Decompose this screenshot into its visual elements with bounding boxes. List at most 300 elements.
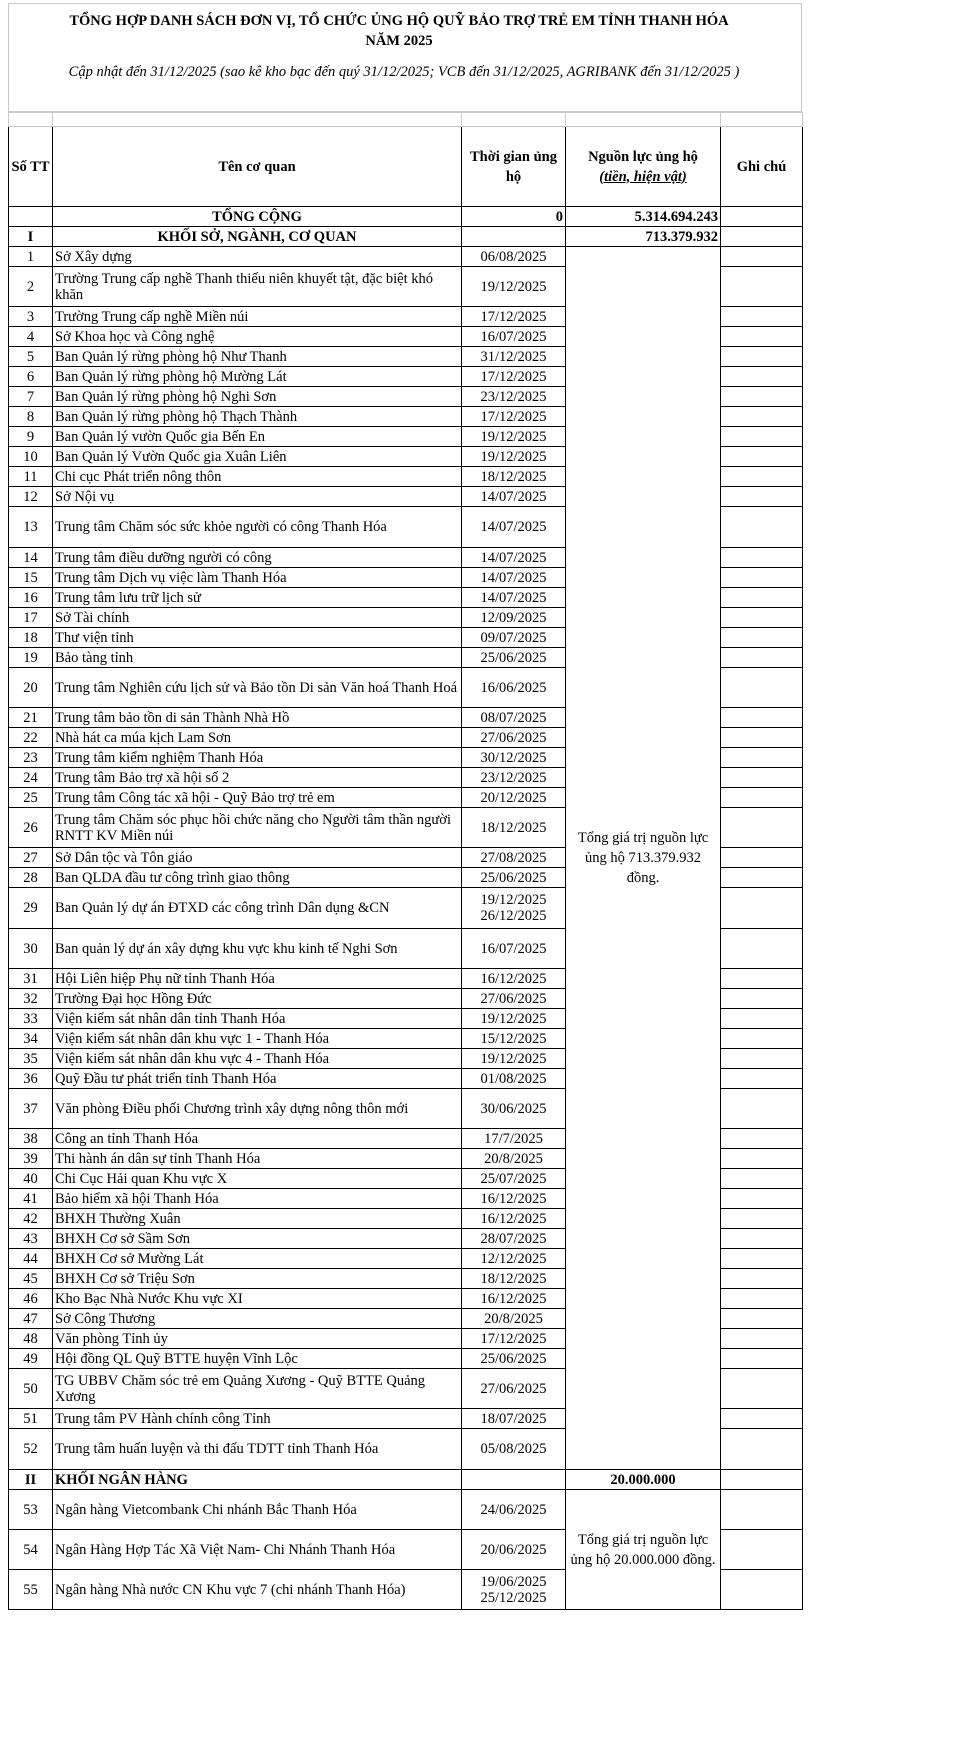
row-name: Trung tâm kiểm nghiệm Thanh Hóa [53,748,462,768]
row-date [462,1369,566,1409]
row-number: 50 [9,1369,53,1409]
row-note [721,1069,803,1089]
row-number: 6 [9,367,53,387]
row-name: Trường Trung cấp nghề Miền núi [53,307,462,327]
row-date [462,708,566,728]
row-date [462,347,566,367]
merged-resource-note: Tổng giá trị nguồn lực ủng hộ 713.379.932 đồng. [566,247,721,1470]
row-note [721,1429,803,1470]
row-note [721,788,803,808]
row-note [721,548,803,568]
header-resource-line1: Nguồn lực ủng hộ [588,148,698,165]
row-date [462,367,566,387]
row-number: 22 [9,728,53,748]
row-date [462,568,566,588]
row-note [721,407,803,427]
row-date-value: 17/7/2025 [484,1130,543,1147]
row-date [462,989,566,1009]
row-note [721,1189,803,1209]
row-date [462,327,566,347]
row-date-value: 20/12/2025 [480,789,547,806]
section-row [9,1470,803,1490]
row-number: 9 [9,427,53,447]
section-amount: 20.000.000 [566,1470,721,1490]
row-date [462,1429,566,1470]
row-number: 13 [9,507,53,548]
row-number: 25 [9,788,53,808]
row-date-value: 17/12/2025 [480,308,547,325]
row-name: Trường Trung cấp nghề Thanh thiếu niên khuyết tật, đặc biệt khó khăn [53,267,462,307]
row-number: 24 [9,768,53,788]
row-number: 23 [9,748,53,768]
row-name: Viện kiểm sát nhân dân khu vực 1 - Thanh Hóa [53,1029,462,1049]
row-note [721,568,803,588]
row-number: 31 [9,969,53,989]
row-date-value: 14/07/2025 [480,549,547,566]
row-date [462,467,566,487]
row-date [462,1409,566,1429]
row-number: 15 [9,568,53,588]
row-number: 36 [9,1069,53,1089]
row-name: Trung tâm bảo tồn di sản Thành Nhà Hồ [53,708,462,728]
row-number: 42 [9,1209,53,1229]
row-note [721,507,803,548]
row-date-value: 19/12/2025 [480,448,547,465]
total-time: 0 [462,207,566,227]
row-name: Văn phòng Điều phối Chương trình xây dựng nông thôn mới [53,1089,462,1129]
row-date-value: 16/06/2025 [480,679,547,696]
row-date-value: 31/12/2025 [480,348,547,365]
row-name: Trung tâm Nghiên cứu lịch sử và Bảo tồn Di sản Văn hoá Thanh Hoá [53,668,462,708]
row-note [721,929,803,969]
row-name: BHXH Cơ sở Sầm Sơn [53,1229,462,1249]
row-date-value-2: 26/12/2025 [480,908,547,924]
row-note [721,808,803,848]
row-date [462,507,566,548]
row-date [462,1129,566,1149]
page-subtitle: Cập nhật đến 31/12/2025 (sao kê kho bạc đến quý 31/12/2025; VCB đến 31/12/2025, AGRIBANK đến 31/12/2025 ) [68,64,740,80]
row-number: 11 [9,467,53,487]
total-label: TỔNG CỘNG [53,207,462,227]
row-date-value: 17/12/2025 [480,408,547,425]
row-name: Sở Xây dựng [53,247,462,267]
row-date [462,1089,566,1129]
row-date [462,648,566,668]
row-note [721,989,803,1009]
row-name: TG UBBV Chăm sóc trẻ em Quảng Xương - Quỹ BTTE Quảng Xương [53,1369,462,1409]
row-date-value: 25/06/2025 [480,869,547,886]
row-date-value: 24/06/2025 [480,1501,547,1518]
row-note [721,748,803,768]
donor-table [8,112,803,1610]
row-date-value: 27/06/2025 [480,990,547,1007]
row-name: Ban Quản lý rừng phòng hộ Nghi Sơn [53,387,462,407]
row-date-value: 19/12/2025 [480,278,547,295]
row-number: 12 [9,487,53,507]
row-number: 44 [9,1249,53,1269]
row-date [462,267,566,307]
row-name: Ngân hàng Vietcombank Chi nhánh Bắc Thanh Hóa [53,1490,462,1530]
section-label: KHỐI NGÂN HÀNG [53,1470,462,1490]
row-number: 43 [9,1229,53,1249]
row-name: Sở Khoa học và Công nghệ [53,327,462,347]
row-date [462,1009,566,1029]
row-date-value: 18/07/2025 [480,1410,547,1427]
row-number: 34 [9,1029,53,1049]
row-date [462,768,566,788]
row-date-value: 12/09/2025 [480,609,547,626]
row-name: Ban quản lý dự án xây dựng khu vực khu kinh tế Nghi Sơn [53,929,462,969]
row-date-value: 27/08/2025 [480,849,547,866]
row-name: Trung tâm lưu trữ lịch sử [53,588,462,608]
row-name: Trung tâm huấn luyện và thi đấu TDTT tỉnh Thanh Hóa [53,1429,462,1470]
row-number: 16 [9,588,53,608]
row-date-value: 16/12/2025 [480,1290,547,1307]
row-date-value: 30/12/2025 [480,749,547,766]
row-date [462,969,566,989]
row-number: 45 [9,1269,53,1289]
section-code: II [9,1470,53,1490]
header-time: Thời gian ủng hộ [462,127,566,207]
row-note [721,888,803,929]
row-note [721,1089,803,1129]
section-label: KHỐI SỞ, NGÀNH, CƠ QUAN [53,227,462,247]
row-name: Hội đồng QL Quỹ BTTE huyện Vĩnh Lộc [53,1349,462,1369]
row-name: Ban Quản lý rừng phòng hộ Mường Lát [53,367,462,387]
row-note [721,1289,803,1309]
row-date-value: 06/08/2025 [480,248,547,265]
row-note [721,367,803,387]
row-date-value: 27/06/2025 [480,729,547,746]
row-date [462,1069,566,1089]
row-number: 40 [9,1169,53,1189]
row-name: Trung tâm Chăm sóc sức khỏe người có công Thanh Hóa [53,507,462,548]
row-date [462,1349,566,1369]
row-number: 20 [9,668,53,708]
header-note: Ghi chú [721,127,803,207]
row-date-value: 19/12/2025 [480,1010,547,1027]
row-date-value: 25/06/2025 [480,649,547,666]
row-name: Ban Quản lý dự án ĐTXD các công trình Dân dụng &CN [53,888,462,929]
row-note [721,1309,803,1329]
row-number: 3 [9,307,53,327]
row-note [721,387,803,407]
row-note [721,447,803,467]
row-name: Nhà hát ca múa kịch Lam Sơn [53,728,462,748]
row-note [721,347,803,367]
row-name: Ban Quản lý Vườn Quốc gia Xuân Liên [53,447,462,467]
row-note [721,648,803,668]
row-number: 7 [9,387,53,407]
row-number: 35 [9,1049,53,1069]
row-number: 21 [9,708,53,728]
row-date-value: 28/07/2025 [480,1230,547,1247]
row-note [721,1409,803,1429]
row-number: 39 [9,1149,53,1169]
row-date-value: 18/12/2025 [480,819,547,836]
row-name: Sở Nội vụ [53,487,462,507]
row-number: 29 [9,888,53,929]
row-name: Trung tâm PV Hành chính công Tỉnh [53,1409,462,1429]
row-number: 37 [9,1089,53,1129]
row-date [462,1289,566,1309]
row-name: Ngân Hàng Hợp Tác Xã Việt Nam- Chi Nhánh Thanh Hóa [53,1530,462,1570]
row-date [462,1209,566,1229]
row-number: 46 [9,1289,53,1309]
row-date [462,1490,566,1530]
section-row [9,227,803,247]
row-date-value: 14/07/2025 [480,569,547,586]
header-stt: Số TT [9,127,53,207]
row-date [462,447,566,467]
row-note [721,1049,803,1069]
row-name: BHXH Thường Xuân [53,1209,462,1229]
row-note [721,848,803,868]
row-date-value: 25/06/2025 [480,1350,547,1367]
row-name: Sở Công Thương [53,1309,462,1329]
row-date [462,1169,566,1189]
header-resource [566,127,721,207]
row-number: 28 [9,868,53,888]
row-note [721,1209,803,1229]
row-name: Trung tâm Bảo trợ xã hội số 2 [53,768,462,788]
row-date [462,1329,566,1349]
row-date [462,1049,566,1069]
row-number: 41 [9,1189,53,1209]
row-number: 33 [9,1009,53,1029]
row-name: Viện kiểm sát nhân dân khu vực 4 - Thanh Hóa [53,1049,462,1069]
row-note [721,1029,803,1049]
row-date-value: 16/07/2025 [480,940,547,957]
row-number: 55 [9,1570,53,1610]
row-date-value: 01/08/2025 [480,1070,547,1087]
row-date-value: 20/8/2025 [484,1150,543,1167]
row-number: 1 [9,247,53,267]
row-date [462,1249,566,1269]
row-date [462,808,566,848]
row-note [721,628,803,648]
row-date-value: 17/12/2025 [480,1330,547,1347]
spacer-row [9,113,803,127]
row-date-value: 14/07/2025 [480,519,547,535]
row-date [462,728,566,748]
row-date-value: 19/12/2025 [480,428,547,445]
row-note [721,1129,803,1149]
row-note [721,1149,803,1169]
row-number: 19 [9,648,53,668]
row-note [721,768,803,788]
total-amount: 5.314.694.243 [566,207,721,227]
row-name: Sở Tài chính [53,608,462,628]
row-number: 27 [9,848,53,868]
row-date-value: 05/08/2025 [480,1441,547,1457]
row-date-value: 19/12/2025 [480,892,547,908]
row-note [721,969,803,989]
row-date-value: 15/12/2025 [480,1030,547,1047]
row-date-value: 19/12/2025 [480,1050,547,1067]
row-date-value: 16/12/2025 [480,1210,547,1227]
row-date [462,307,566,327]
row-note [721,427,803,447]
row-name: Hội Liên hiệp Phụ nữ tỉnh Thanh Hóa [53,969,462,989]
row-date-value: 09/07/2025 [480,629,547,646]
row-number: 30 [9,929,53,969]
row-number: 8 [9,407,53,427]
header-row [9,127,803,207]
row-date-value: 14/07/2025 [480,589,547,606]
row-date [462,427,566,447]
row-date [462,1189,566,1209]
row-date-value: 17/12/2025 [480,368,547,385]
row-date-value: 18/12/2025 [480,1270,547,1287]
row-note [721,1169,803,1189]
row-number: 52 [9,1429,53,1470]
row-name: Sở Dân tộc và Tôn giáo [53,848,462,868]
row-name: Bảo tàng tỉnh [53,648,462,668]
row-note [721,1229,803,1249]
row-note [721,1530,803,1570]
row-date [462,788,566,808]
page-title: TỔNG HỢP DANH SÁCH ĐƠN VỊ, TỔ CHỨC ỦNG HỘ QUỸ BẢO TRỢ TRẺ EM TỈNH THANH HÓA NĂM 2025 [69,13,729,49]
row-number: 48 [9,1329,53,1349]
row-number: 49 [9,1349,53,1369]
row-date-value: 16/12/2025 [480,970,547,987]
row-date [462,1570,566,1610]
row-name: Ban Quản lý rừng phòng hộ Như Thanh [53,347,462,367]
section-amount: 713.379.932 [566,227,721,247]
row-date [462,588,566,608]
row-date [462,387,566,407]
row-note [721,868,803,888]
row-name: Trường Đại học Hồng Đức [53,989,462,1009]
row-date-value: 27/06/2025 [480,1380,547,1397]
row-date-value: 19/06/2025 [480,1573,547,1590]
row-name: Ban QLDA đầu tư công trình giao thông [53,868,462,888]
row-name: Ban Quản lý vườn Quốc gia Bến En [53,427,462,447]
row-note [721,608,803,628]
row-date-value: 23/12/2025 [480,769,547,786]
row-number: 2 [9,267,53,307]
row-number: 18 [9,628,53,648]
row-date-value: 12/12/2025 [480,1250,547,1267]
table-row [9,1490,803,1530]
row-name: Viện kiểm sát nhân dân tỉnh Thanh Hóa [53,1009,462,1029]
row-name: Thư viện tỉnh [53,628,462,648]
row-date [462,888,566,929]
row-date-value: 20/06/2025 [480,1541,547,1558]
row-date [462,668,566,708]
row-name: BHXH Cơ sở Mường Lát [53,1249,462,1269]
row-date [462,1229,566,1249]
row-date-value: 16/12/2025 [480,1190,547,1207]
row-note [721,1490,803,1530]
row-number: 51 [9,1409,53,1429]
row-date-value-2: 25/12/2025 [480,1589,547,1606]
row-name: Ngân hàng Nhà nước CN Khu vực 7 (chi nhánh Thanh Hóa) [53,1570,462,1610]
row-name: Trung tâm điều dưỡng người có công [53,548,462,568]
row-note [721,1349,803,1369]
row-name: BHXH Cơ sở Triệu Sơn [53,1269,462,1289]
row-number: 32 [9,989,53,1009]
row-date-value: 20/8/2025 [484,1310,543,1327]
row-number: 4 [9,327,53,347]
row-name: Kho Bạc Nhà Nước Khu vực XI [53,1289,462,1309]
row-number: 26 [9,808,53,848]
row-note [721,467,803,487]
title-block [8,3,802,112]
total-row [9,207,803,227]
row-date [462,628,566,648]
row-number: 10 [9,447,53,467]
row-name: Chi Cục Hải quan Khu vực X [53,1169,462,1189]
row-note [721,1009,803,1029]
row-date-value: 18/12/2025 [480,468,547,485]
row-date [462,548,566,568]
row-note [721,487,803,507]
row-name: Văn phòng Tỉnh ủy [53,1329,462,1349]
row-name: Chi cục Phát triển nông thôn [53,467,462,487]
row-number: 17 [9,608,53,628]
row-date [462,1149,566,1169]
row-date [462,487,566,507]
row-date [462,1029,566,1049]
header-name: Tên cơ quan [53,127,462,207]
row-note [721,1249,803,1269]
row-note [721,327,803,347]
row-name: Trung tâm Chăm sóc phục hồi chức năng cho Người tâm thần người RNTT KV Miền núi [53,808,462,848]
row-date [462,848,566,868]
row-date [462,929,566,969]
row-date [462,247,566,267]
row-date [462,868,566,888]
row-name: Bảo hiểm xã hội Thanh Hóa [53,1189,462,1209]
row-note [721,1329,803,1349]
row-date-value: 08/07/2025 [480,709,547,726]
row-number: 14 [9,548,53,568]
row-note [721,708,803,728]
section-code: I [9,227,53,247]
row-date-value: 23/12/2025 [480,388,547,405]
row-note [721,1570,803,1610]
header-resource-line2: (tiền, hiện vật) [599,168,687,185]
row-date-value: 25/07/2025 [480,1170,547,1187]
row-note [721,267,803,307]
row-date [462,407,566,427]
row-name: Ban Quản lý rừng phòng hộ Thạch Thành [53,407,462,427]
row-date [462,1269,566,1289]
row-date [462,1530,566,1570]
row-number: 47 [9,1309,53,1329]
row-name: Thi hành án dân sự tỉnh Thanh Hóa [53,1149,462,1169]
row-number: 38 [9,1129,53,1149]
row-name: Trung tâm Công tác xã hội - Quỹ Bảo trợ trẻ em [53,788,462,808]
row-name: Quỹ Đầu tư phát triển tỉnh Thanh Hóa [53,1069,462,1089]
merged-resource-note: Tổng giá trị nguồn lực ủng hộ 20.000.000 đồng. [566,1490,721,1610]
row-note [721,247,803,267]
row-date-value: 16/07/2025 [480,328,547,345]
row-date [462,748,566,768]
row-name: Công an tỉnh Thanh Hóa [53,1129,462,1149]
row-date-value: 14/07/2025 [480,488,547,505]
row-note [721,1269,803,1289]
row-number: 53 [9,1490,53,1530]
row-number: 5 [9,347,53,367]
row-note [721,588,803,608]
row-date-value: 30/06/2025 [480,1100,547,1117]
row-date [462,608,566,628]
table-row [9,247,803,267]
row-date [462,1309,566,1329]
